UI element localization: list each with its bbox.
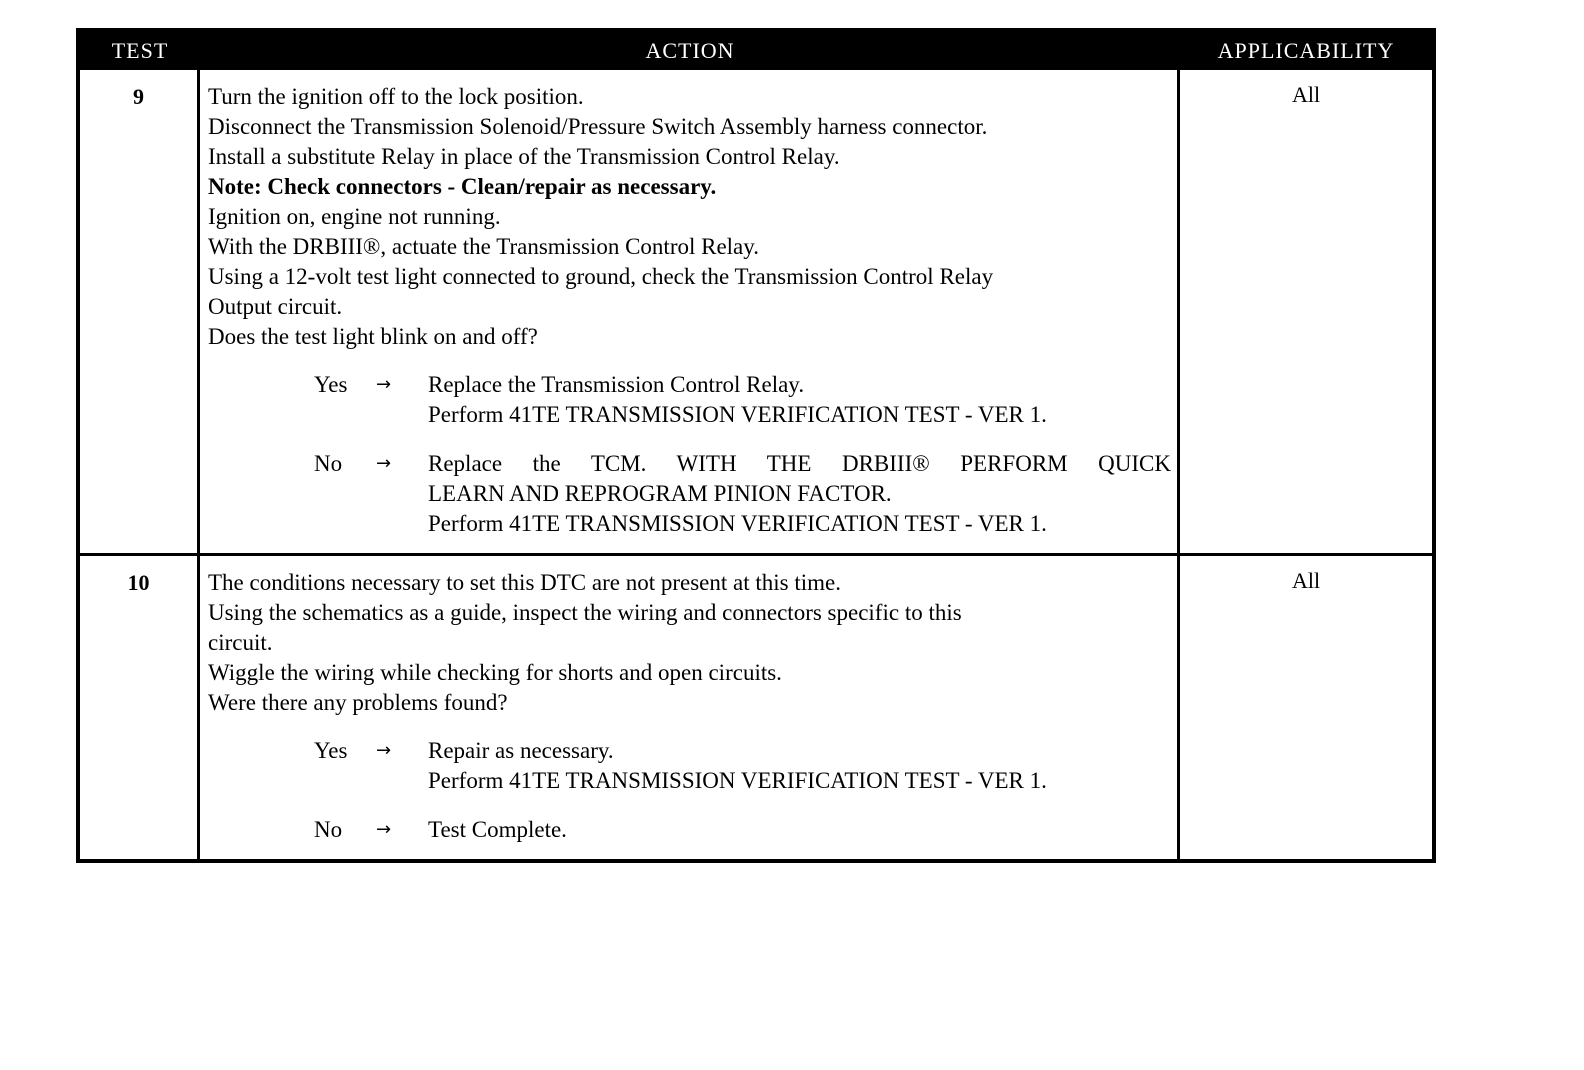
- arrow-icon: →: [376, 374, 392, 395]
- header-test: TEST: [111, 38, 169, 63]
- result-line: Replace the Transmission Control Relay.: [428, 372, 805, 397]
- result-label: No: [314, 451, 343, 476]
- result-no: [208, 815, 1171, 845]
- result-line: Repair as necessary.: [428, 738, 614, 763]
- result-body: [428, 736, 1171, 796]
- action-line: Disconnect the Transmission Solenoid/Pressure Switch Assembly harness connector.: [208, 114, 988, 139]
- header-applicability: APPLICABILITY: [1217, 38, 1395, 63]
- applicability-cell: All: [1291, 82, 1321, 107]
- result-body: [428, 449, 1171, 539]
- table-header: [80, 32, 1432, 70]
- action-line: Ignition on, engine not running.: [208, 204, 501, 229]
- action-line: circuit.: [208, 630, 273, 655]
- action-cell: [200, 556, 1180, 859]
- action-line: Turn the ignition off to the lock position.: [208, 84, 584, 109]
- result-line: Replace the TCM. WITH THE DRBIII® PERFORM QUICK: [428, 451, 1171, 476]
- result-label: Yes: [314, 738, 348, 763]
- question-line: Does the test light blink on and off?: [208, 324, 538, 349]
- arrow-icon: →: [376, 819, 392, 840]
- result-list: [208, 736, 1171, 845]
- result-list: [208, 370, 1171, 539]
- result-line: Test Complete.: [428, 817, 567, 842]
- note-line: Note: Check connectors - Clean/repair as necessary.: [208, 174, 717, 199]
- result-no: [208, 449, 1171, 539]
- test-row-10: [80, 553, 1432, 859]
- result-line: LEARN AND REPROGRAM PINION FACTOR.: [428, 481, 892, 506]
- result-body: [428, 815, 1171, 845]
- question-line: Were there any problems found?: [208, 690, 508, 715]
- result-line: Perform 41TE TRANSMISSION VERIFICATION TEST - VER 1.: [428, 511, 1047, 536]
- action-line: Install a substitute Relay in place of the Transmission Control Relay.: [208, 144, 840, 169]
- result-line: Perform 41TE TRANSMISSION VERIFICATION TEST - VER 1.: [428, 768, 1047, 793]
- action-line: The conditions necessary to set this DTC are not present at this time.: [208, 570, 841, 595]
- arrow-icon: →: [376, 740, 392, 761]
- result-yes: [208, 736, 1171, 796]
- action-line: Output circuit.: [208, 294, 343, 319]
- test-number: 10: [80, 556, 200, 859]
- result-label: Yes: [314, 372, 348, 397]
- result-body: [428, 370, 1171, 430]
- action-line: Using a 12-volt test light connected to ground, check the Transmission Control Relay: [208, 264, 994, 289]
- action-line: Wiggle the wiring while checking for shorts and open circuits.: [208, 660, 782, 685]
- test-row-9: [80, 70, 1432, 553]
- result-line: Perform 41TE TRANSMISSION VERIFICATION TEST - VER 1.: [428, 402, 1047, 427]
- applicability-cell: All: [1291, 568, 1321, 593]
- result-label: No: [314, 817, 343, 842]
- result-yes: [208, 370, 1171, 430]
- arrow-icon: →: [376, 453, 392, 474]
- diagnostic-test-table: [76, 28, 1436, 863]
- header-action: ACTION: [645, 38, 735, 63]
- test-number: 9: [80, 70, 200, 553]
- action-line: Using the schematics as a guide, inspect the wiring and connectors specific to this: [208, 600, 962, 625]
- action-line: With the DRBIII®, actuate the Transmission Control Relay.: [208, 234, 760, 259]
- action-cell: [200, 70, 1180, 553]
